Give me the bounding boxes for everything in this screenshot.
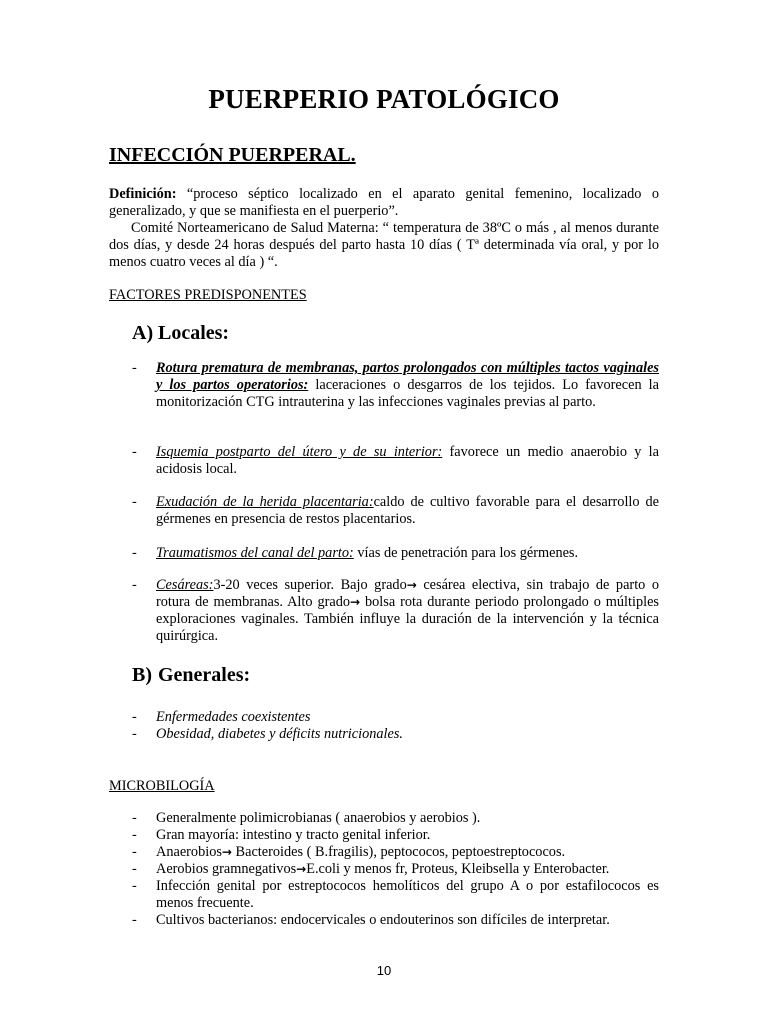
item-desc: cesárea electiva, sin trabajo de parto o rotura de membranas. Alto grado xyxy=(156,577,659,610)
item-text: Aerobios gramnegativos xyxy=(156,861,297,877)
list-dash: - xyxy=(132,861,137,877)
item-desc: caldo de cultivo favorable para el desarrollo de gérmenes en presencia de restos placentarios. xyxy=(156,494,659,527)
item-text: Obesidad, diabetes y déficits nutricionales. xyxy=(156,726,403,742)
list-item xyxy=(132,494,659,528)
item-desc: vías de penetración para los gérmenes. xyxy=(353,545,579,561)
item-text: E.coli y menos fr, Proteus, Kleibsella y Enterobacter. xyxy=(306,861,610,877)
list-dash: - xyxy=(132,577,137,593)
list-dash: - xyxy=(132,360,137,376)
item-text: Enfermedades coexistentes xyxy=(156,709,311,725)
list-dash: - xyxy=(132,844,137,860)
item-text: Gran mayoría: intestino y tracto genital inferior. xyxy=(156,827,431,843)
list-dash: - xyxy=(132,878,137,894)
list-dash: - xyxy=(132,726,137,742)
list-dash: - xyxy=(132,810,137,826)
list-item xyxy=(132,912,659,929)
list-item xyxy=(132,360,659,411)
arrow-icon: → xyxy=(296,862,307,876)
arrow-icon: → xyxy=(350,595,361,609)
locales-title: Locales: xyxy=(158,322,230,344)
list-dash: - xyxy=(132,709,137,725)
item-desc: bolsa rota durante periodo prolongado o múltiples exploraciones vaginales. También influye la duración de la intervención y la técnica quirúrgica. xyxy=(156,594,659,644)
list-dash: - xyxy=(132,827,137,843)
definition-label: Definición: xyxy=(109,186,177,202)
item-desc: 3-20 veces superior. Bajo grado xyxy=(213,577,407,593)
generales-title: Generales: xyxy=(158,664,251,686)
item-desc: laceraciones o desgarros de los tejidos. Lo favorecen la monitorización CTG intrauterina y las infecciones vaginales previas al parto. xyxy=(156,377,659,410)
item-text: Cultivos bacterianos: endocervicales o endouterinos son difíciles de interpretar. xyxy=(156,912,610,928)
item-text: Bacteroides ( B.fragilis), peptococos, peptoestreptococos. xyxy=(231,844,566,860)
list-item xyxy=(132,810,659,827)
definition-paragraph xyxy=(109,186,659,271)
list-item xyxy=(132,844,659,861)
generales-heading xyxy=(132,664,250,687)
section-heading: INFECCIÓN PUERPERAL. xyxy=(109,144,356,166)
generales-label: B) xyxy=(132,664,152,686)
item-term: Exudación de la herida placentaria: xyxy=(156,494,374,510)
list-item xyxy=(132,827,659,844)
item-text: Infección genital por estreptococos hemolíticos del grupo A o por estafilococos es menos frecuente. xyxy=(156,878,659,911)
item-term: Traumatismos del canal del parto: xyxy=(156,545,354,561)
factores-heading: FACTORES PREDISPONENTES xyxy=(109,287,307,303)
committee-text: Comité Norteamericano de Salud Materna: “ temperatura de 38ºC o más , al menos durante dos días, y desde 24 horas después del parto hasta 10 días ( Tª determinada vía oral, y por lo menos cuatro veces al día ) “. xyxy=(109,220,659,270)
definition-text: “proceso séptico localizado en el aparato genital femenino, localizado o generalizado, y que se manifiesta en el puerperio”. xyxy=(109,186,659,219)
item-term: Cesáreas: xyxy=(156,577,214,593)
page-number: 10 xyxy=(376,963,392,978)
item-desc: favorece un medio anaerobio y la acidosis local. xyxy=(156,444,659,477)
list-item xyxy=(132,444,659,478)
arrow-icon: → xyxy=(406,578,417,592)
arrow-icon: → xyxy=(221,845,232,859)
locales-heading xyxy=(132,322,229,345)
list-item xyxy=(132,726,659,743)
list-item xyxy=(132,577,659,645)
item-text: Generalmente polimicrobianas ( anaerobios y aerobios ). xyxy=(156,810,481,826)
locales-label: A) xyxy=(132,322,154,344)
list-item xyxy=(132,878,659,912)
list-dash: - xyxy=(132,444,137,460)
item-term: Isquemia postparto del útero y de su interior: xyxy=(156,444,443,460)
item-term: Rotura prematura de membranas, partos prolongados con múltiples tactos vaginales y los partos operatorios: xyxy=(156,360,659,393)
list-item xyxy=(132,545,659,562)
item-text: Anaerobios xyxy=(156,844,222,860)
list-dash: - xyxy=(132,494,137,510)
list-dash: - xyxy=(132,912,137,928)
page-title: PUERPERIO PATOLÓGICO xyxy=(208,84,560,114)
list-item xyxy=(132,861,659,878)
list-dash: - xyxy=(132,545,137,561)
microbiologia-heading: MICROBILOGÍA xyxy=(109,778,215,794)
list-item xyxy=(132,709,659,726)
